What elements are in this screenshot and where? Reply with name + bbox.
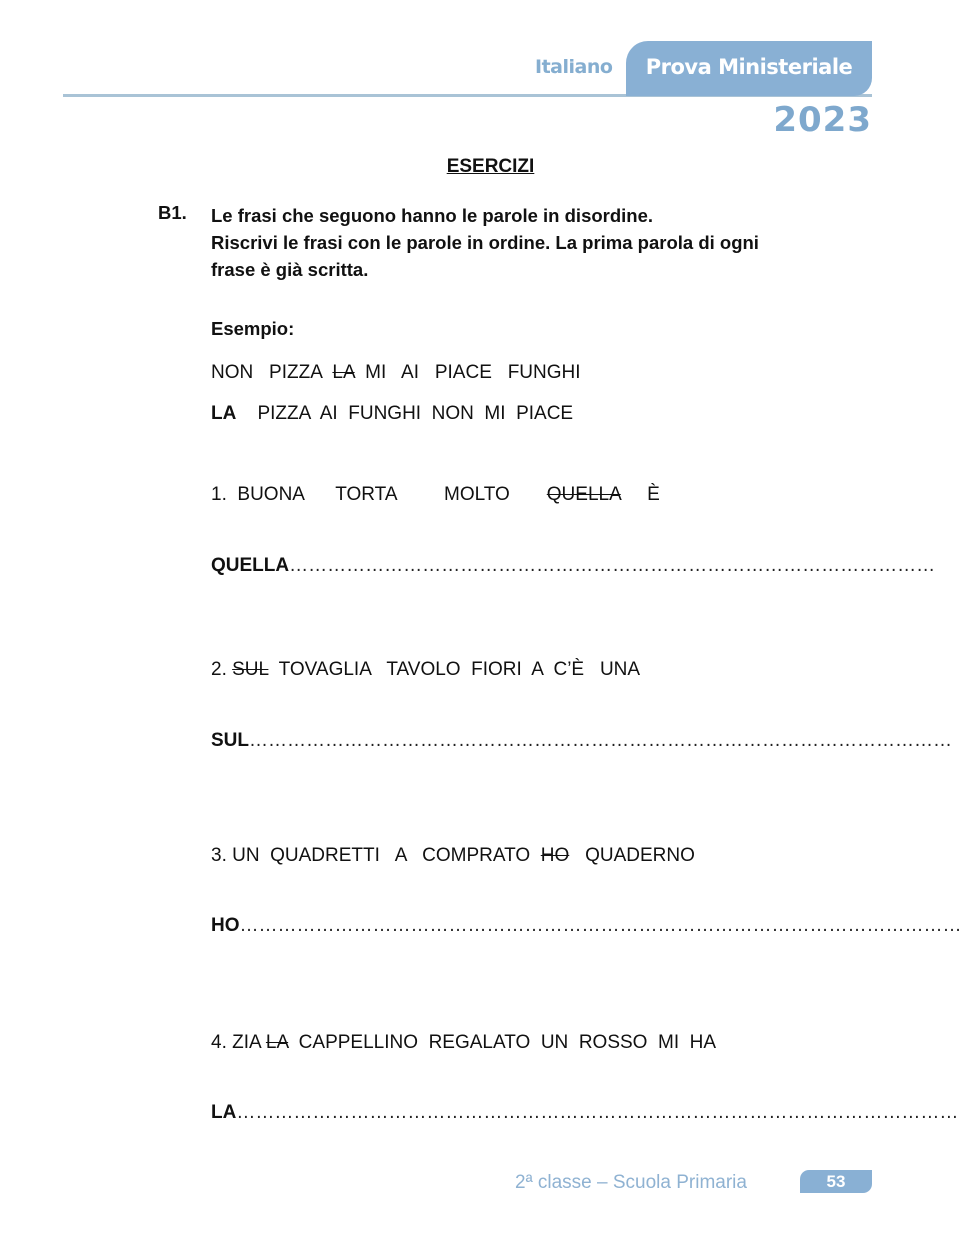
example-scrambled: [211, 362, 581, 384]
answer-dots[interactable]: ……………………………………………………………………………………………………: [239, 915, 962, 936]
page-number: 53: [800, 1170, 872, 1193]
struck-word: LA: [332, 362, 355, 383]
exercise-number: B1.: [158, 202, 187, 223]
struck-word: HO: [540, 845, 570, 866]
item-answer-line[interactable]: [211, 555, 936, 577]
scrambled-after: CAPPELLINO REGALATO UN ROSSO MI HA: [288, 1032, 717, 1053]
instruction-line: Le frasi che seguono hanno le parole in disordine.: [211, 205, 654, 226]
scrambled-before: 3. UN QUADRETTI A COMPRATO: [211, 845, 541, 866]
instruction-line: Riscrivi le frasi con le parole in ordine. La prima parola di ogni: [211, 232, 759, 253]
scrambled-after: QUADERNO: [569, 845, 695, 866]
item-scrambled: [211, 845, 695, 867]
subject-label: Italiano: [535, 56, 613, 78]
answer-first-word: LA: [211, 1102, 237, 1123]
section-title: ESERCIZI: [446, 156, 535, 177]
struck-word: QUELLA: [546, 484, 621, 505]
scrambled-after: TOVAGLIA TAVOLO FIORI A C’È UNA: [268, 659, 641, 680]
struck-word: LA: [265, 1032, 289, 1053]
item-answer-line[interactable]: [211, 730, 952, 752]
example-answer: [211, 403, 573, 425]
scrambled-before: 2.: [211, 659, 233, 680]
answer-first-word: HO: [211, 915, 240, 936]
instruction-line: frase è già scritta.: [211, 259, 369, 280]
item-answer-line[interactable]: [211, 915, 962, 937]
footer-class-text: 2ª classe – Scuola Primaria: [515, 1172, 747, 1193]
answer-dots[interactable]: …………………………………………………………………………………………: [289, 555, 936, 576]
exercise-instructions: [211, 202, 831, 283]
scrambled-after: MI AI PIACE FUNGHI: [354, 362, 581, 383]
scrambled-before: 4. ZIA: [211, 1032, 266, 1053]
item-scrambled: [211, 659, 640, 681]
answer-first-word: LA: [211, 403, 237, 424]
answer-dots[interactable]: …………………………………………………………………………………………………: [249, 730, 952, 751]
answer-dots[interactable]: ……………………………………………………………………………………………………: [236, 1102, 959, 1123]
struck-word: SUL: [232, 659, 269, 680]
answer-first-word: SUL: [211, 730, 249, 751]
answer-rest: PIZZA AI FUNGHI NON MI PIACE: [236, 403, 574, 424]
item-scrambled: [211, 484, 660, 506]
answer-first-word: QUELLA: [211, 555, 290, 576]
scrambled-before: 1. BUONA TORTA MOLTO: [211, 484, 547, 505]
example-label: Esempio:: [211, 318, 295, 339]
header-tab: [626, 41, 872, 96]
header-tab-label: Prova Ministeriale: [645, 55, 853, 79]
header-year: 2023: [773, 100, 872, 140]
scrambled-after: È: [620, 484, 660, 505]
item-answer-line[interactable]: [211, 1102, 959, 1124]
scrambled-before: NON PIZZA: [211, 362, 333, 383]
item-scrambled: [211, 1032, 716, 1054]
